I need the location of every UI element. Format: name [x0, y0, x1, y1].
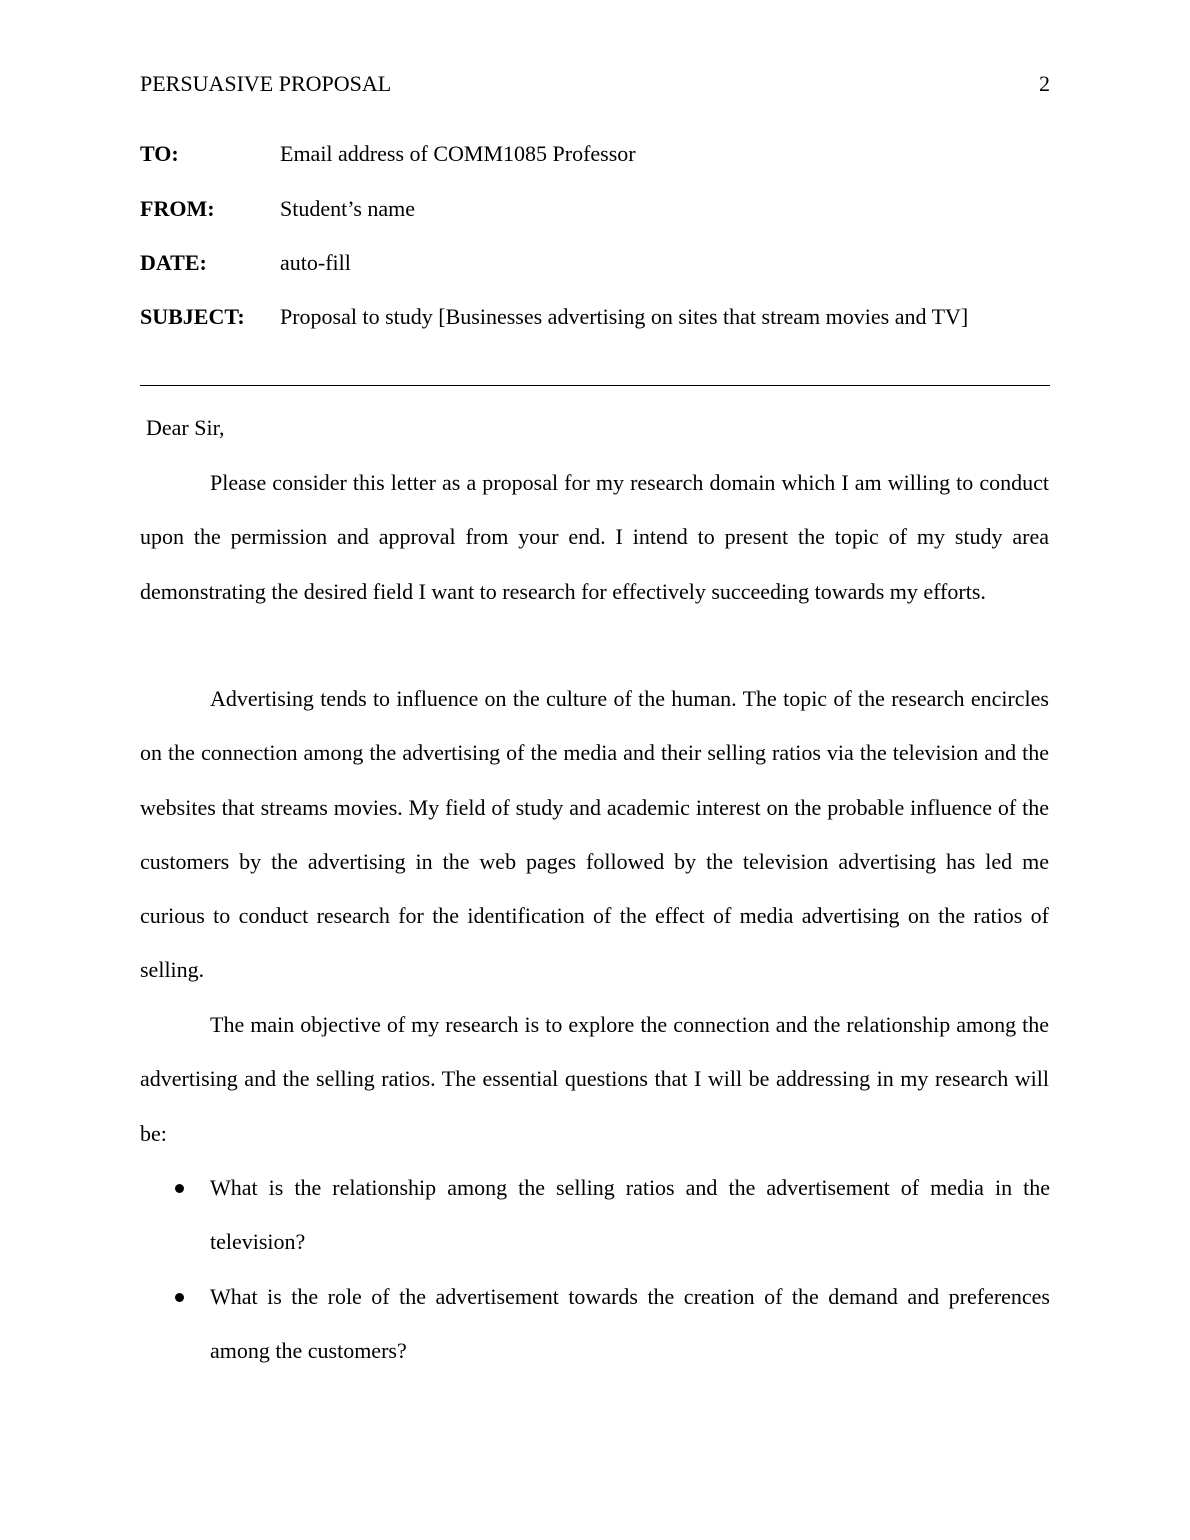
paragraph-objective: The main objective of my research is to explore the connection and the relationship among the advertising and the selling ratios. The essential questions that I will be addressing in my research will be: [140, 1012, 1049, 1146]
memo-divider [140, 385, 1050, 386]
question-text: What is the role of the advertisement towards the creation of the demand and preferences among the customers? [210, 1283, 1050, 1363]
running-head [140, 70, 1050, 98]
memo-subject-value: Proposal to study [Businesses advertising on sites that stream movies and TV] [280, 304, 969, 329]
memo-subject-label: SUBJECT: [140, 304, 245, 329]
paragraph-topic: Advertising tends to influence on the culture of the human. The topic of the research encircles on the connection among the advertising of the media and their selling ratios via the television and the websites that streams movies. My field of study and academic interest on the probable influence of the customers by the advertising in the web pages followed by the television advertising has led me curious to conduct research for the identification of the effect of media advertising on the ratios of selling. [140, 686, 1049, 983]
question-text: What is the relationship among the selling ratios and the advertisement of media in the television? [210, 1175, 1050, 1255]
memo-from-row [140, 195, 1050, 223]
list-item [140, 1270, 1050, 1379]
memo-from-label: FROM: [140, 196, 215, 221]
running-title: PERSUASIVE PROPOSAL [140, 71, 392, 96]
paragraph-introduction: Please consider this letter as a proposal for my research domain which I am willing to conduct upon the permission and approval from your end. I intend to present the topic of my study area demonstrating the desired field I want to research for effectively succeeding towards my efforts. [140, 470, 1049, 604]
memo-to-value: Email address of COMM1085 Professor [280, 141, 636, 166]
list-item [140, 1161, 1050, 1270]
memo-date-value: auto-fill [280, 250, 351, 275]
memo-subject-row [140, 303, 1050, 331]
bullet-icon [175, 1184, 184, 1193]
salutation: Dear Sir, [146, 415, 225, 440]
memo-date-label: DATE: [140, 250, 207, 275]
page-number: 2 [1039, 71, 1050, 96]
memo-to-row [140, 140, 1050, 168]
bullet-icon [175, 1293, 184, 1302]
memo-date-row [140, 249, 1050, 277]
memo-from-value: Student’s name [280, 196, 416, 221]
research-questions-list [140, 1161, 1050, 1378]
memo-to-label: TO: [140, 141, 179, 166]
